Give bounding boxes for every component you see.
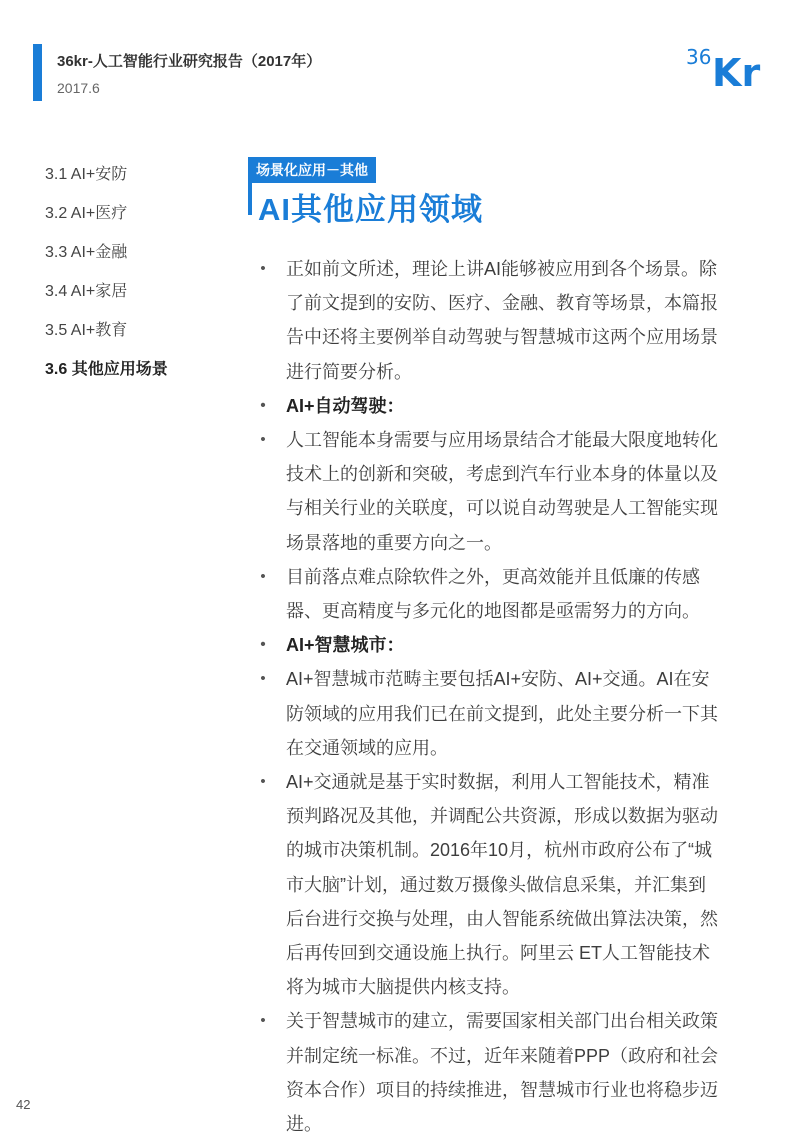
report-title: 36kr-人工智能行业研究报告（2017年） (57, 53, 322, 70)
logo-36-text: 36 (686, 45, 712, 69)
bullet-item (254, 662, 720, 765)
header-accent-bar (33, 44, 42, 101)
page-number: 42 (16, 1097, 31, 1112)
table-of-contents (45, 162, 245, 396)
bullet-item (254, 560, 720, 628)
toc-item[interactable]: 3.1 AI+安防 (45, 166, 128, 183)
body-content (254, 252, 720, 1141)
toc-item[interactable]: 3.3 AI+金融 (45, 244, 128, 261)
bullet-item (254, 423, 720, 560)
bullet-dot-icon: • (260, 636, 266, 654)
36kr-logo (684, 42, 764, 90)
bullet-text: 正如前文所述，理论上讲AI能够被应用到各个场景。除了前文提到的安防、医疗、金融、教育等场景，本篇报告中还将主要例举自动驾驶与智慧城市这两个应用场景进行简要分析。 (286, 259, 718, 382)
bullet-text: AI+智慧城市范畴主要包括AI+安防、AI+交通。AI在安防领域的应用我们已在前文提到，此处主要分析一下其在交通领域的应用。 (286, 669, 718, 758)
section-tag: 场景化应用－其他 (248, 157, 376, 183)
bullet-text: 人工智能本身需要与应用场景结合才能最大限度地转化技术上的创新和突破，考虑到汽车行业本身的体量以及与相关行业的关联度，可以说自动驾驶是人工智能实现场景落地的重要方向之一。 (286, 430, 718, 553)
bullet-item (254, 1004, 720, 1141)
report-date: 2017.6 (57, 80, 100, 96)
bullet-text: AI+交通就是基于实时数据，利用人工智能技术，精准预判路况及其他，并调配公共资源，形成以数据为驱动的城市决策机制。2016年10月，杭州市政府公布了“城市大脑”计划，通过数万摄像头做信息采集，并汇集到后台进行交换与处理，由人智能系统做出算法决策，然后再传回到交通设施上执行。阿里云 ET人工智能技术将为城市大脑提供内核支持。 (286, 772, 718, 998)
bullet-item (254, 389, 720, 423)
bullet-text: AI+智慧城市： (286, 635, 405, 656)
bullet-item (254, 765, 720, 1004)
bullet-item (254, 252, 720, 389)
toc-item[interactable]: 3.5 AI+教育 (45, 322, 128, 339)
section-title: AI其他应用领域 (258, 192, 483, 227)
toc-item[interactable]: 3.6 其他应用场景 (45, 361, 168, 378)
bullet-dot-icon: • (260, 396, 266, 414)
bullet-text: AI+自动驾驶： (286, 395, 405, 416)
bullet-dot-icon: • (260, 773, 266, 791)
bullet-text: 关于智慧城市的建立，需要国家相关部门出台相关政策并制定统一标准。不过，近年来随着PPP（政府和社会资本合作）项目的持续推进，智慧城市行业也将稳步迈进。 (286, 1011, 719, 1135)
bullet-dot-icon: • (260, 431, 266, 449)
bullet-dot-icon: • (260, 567, 266, 585)
toc-item[interactable]: 3.2 AI+医疗 (45, 205, 128, 222)
toc-item[interactable]: 3.4 AI+家居 (45, 283, 128, 300)
bullet-dot-icon: • (260, 1012, 266, 1030)
logo-kr-text: Kr (712, 51, 761, 90)
bullet-item (254, 628, 720, 662)
bullet-text: 目前落点难点除软件之外，更高效能并且低廉的传感器、更高精度与多元化的地图都是亟需努力的方向。 (286, 566, 700, 622)
bullet-dot-icon: • (260, 670, 266, 688)
bullet-dot-icon: • (260, 260, 266, 277)
